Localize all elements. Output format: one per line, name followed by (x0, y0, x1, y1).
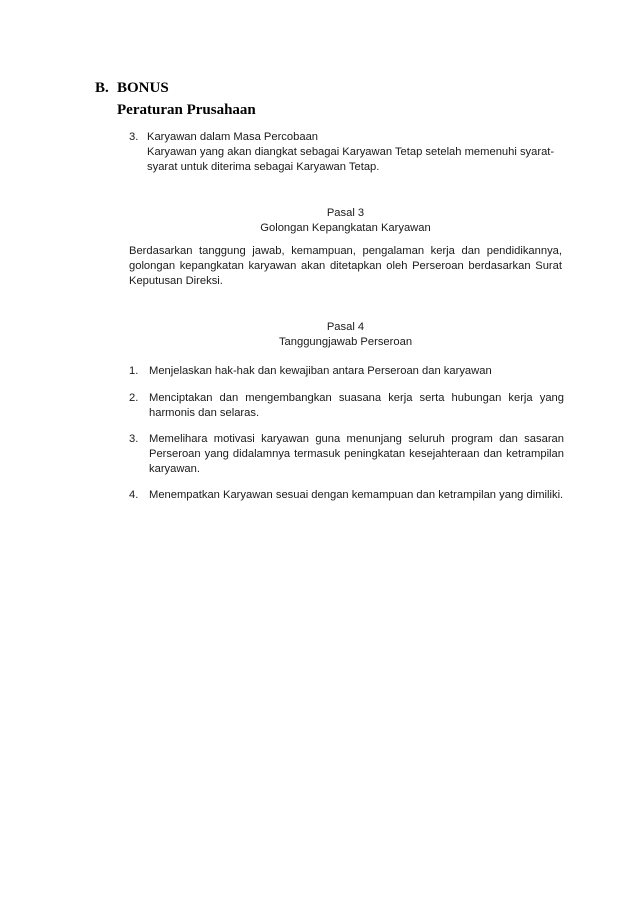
list-item (127, 488, 564, 503)
pasal-3-title: Pasal 3 (326, 207, 365, 219)
section-number: B. (95, 80, 109, 96)
list-item-number: 3. (129, 433, 139, 445)
pasal-4-title: Pasal 4 (326, 321, 365, 333)
section-subtitle: Peraturan Prusahaan (117, 102, 256, 118)
pasal-4-list (127, 364, 564, 503)
list-item-number: 2. (129, 392, 139, 404)
list-item-number: 4. (129, 489, 139, 501)
pasal-3-subtitle: Golongan Kepangkatan Karyawan (260, 222, 431, 234)
item-3-text: Karyawan yang akan diangkat sebagai Karyawan Tetap setelah memenuhi syarat-syarat untuk diterima sebagai Karyawan Tetap. (147, 146, 555, 173)
pasal-3-header (127, 206, 564, 236)
list-item-text: Menciptakan dan mengembangkan suasana kerja serta hubungan kerja yang harmonis dan selaras. (149, 392, 564, 419)
pasal-4-subtitle: Tanggungjawab Perseroan (278, 336, 413, 348)
item-3-number: 3. (129, 131, 139, 143)
pasal-4-header (127, 320, 564, 350)
list-item-text: Memelihara motivasi karyawan guna menunjang seluruh program dan sasaran Perseroan yang didalamnya termasuk peningkatan kesejahteraan dan ketrampilan karyawan. (149, 433, 564, 475)
list-item-text: Menempatkan Karyawan sesuai dengan kemampuan dan ketrampilan yang dimiliki. (149, 489, 564, 501)
list-item (127, 391, 564, 421)
section-title: BONUS (117, 80, 169, 96)
pasal-3-paragraph: Berdasarkan tanggung jawab, kemampuan, pengalaman kerja dan pendidikannya, golongan kepangkatan karyawan akan ditetapkan oleh Perseroan berdasarkan Surat Keputusan Direksi. (129, 245, 562, 287)
list-item-text: Menjelaskan hak-hak dan kewajiban antara Perseroan dan karyawan (149, 365, 492, 377)
item-3 (127, 130, 564, 175)
section-heading (95, 80, 169, 97)
item-3-title: Karyawan dalam Masa Percobaan (147, 131, 319, 143)
list-item (127, 432, 564, 477)
list-item (127, 364, 564, 379)
list-item-number: 1. (129, 365, 139, 377)
